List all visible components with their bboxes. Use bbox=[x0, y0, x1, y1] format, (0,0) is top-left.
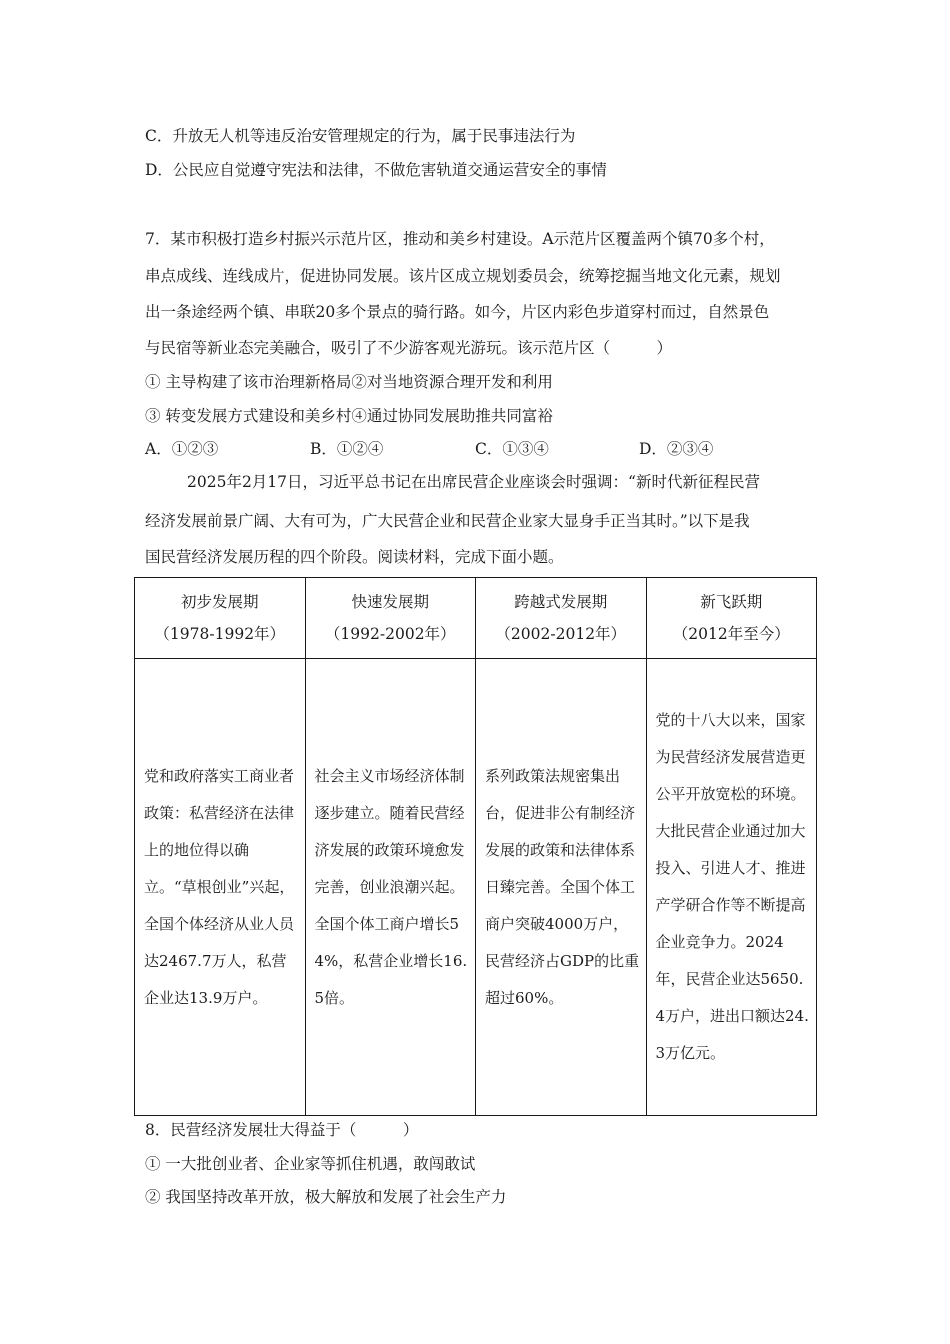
q7-stem-line-2: 串点成线、连线成片，促进协同发展。该片区成立规划委员会，统筹挖掘当地文化元素，规划 bbox=[145, 267, 781, 285]
stage-1-period: （1978-1992年） bbox=[154, 625, 286, 643]
stage-3-name: 跨越式发展期 bbox=[514, 593, 608, 611]
q7-statement-1: ① 主导构建了该市治理新格局②对当地资源合理开发和利用 bbox=[145, 373, 553, 391]
stage-1-description: 党和政府落实工商业者政策：私营经济在法律上的地位得以确立。“草根创业”兴起，全国个体经济从业人员达2467.7万人，私营企业达13.9万户。 bbox=[144, 766, 295, 1007]
stage-1-name: 初步发展期 bbox=[180, 593, 259, 611]
q7-choice-d[interactable]: D．②③④ bbox=[639, 440, 714, 458]
material-line-3: 国民营经济发展历程的四个阶段。阅读材料，完成下面小题。 bbox=[145, 548, 564, 566]
q8-statement-2: ② 我国坚持改革开放，极大解放和发展了社会生产力 bbox=[145, 1188, 507, 1206]
stage-2-period: （1992-2002年） bbox=[324, 625, 456, 643]
table-cell bbox=[305, 659, 476, 1116]
header-cell-stage-1 bbox=[135, 578, 306, 659]
material-line-2: 经济发展前景广阔、大有可为，广大民营企业和民营企业家大显身手正当其时。”以下是我 bbox=[145, 512, 750, 530]
table-body-row bbox=[135, 659, 817, 1116]
development-stages-table bbox=[134, 577, 817, 1116]
header-cell-stage-3 bbox=[476, 578, 647, 659]
option-c: C．升放无人机等违反治安管理规定的行为，属于民事违法行为 bbox=[145, 127, 576, 145]
q7-choice-b[interactable]: B．①②④ bbox=[310, 440, 384, 458]
table-cell bbox=[135, 659, 306, 1116]
q7-stem-line-4: 与民宿等新业态完美融合，吸引了不少游客观光游玩。该示范片区（ ） bbox=[145, 339, 673, 357]
stage-3-period: （2002-2012年） bbox=[495, 625, 627, 643]
q7-choice-c[interactable]: C．①③④ bbox=[475, 440, 549, 458]
material-line-1: 2025年2月17日，习近平总书记在出席民营企业座谈会时强调：“新时代新征程民营 bbox=[187, 473, 760, 491]
stage-2-description: 社会主义市场经济体制逐步建立。随着民营经济发展的政策环境愈发完善，创业浪潮兴起。全国个体工商户增长54%，私营企业增长16.5倍。 bbox=[314, 766, 468, 1007]
table-header-row bbox=[135, 578, 817, 659]
header-cell-stage-4 bbox=[646, 578, 817, 659]
stage-3-description: 系列政策法规密集出台，促进非公有制经济发展的政策和法律体系日臻完善。全国个体工商户突破4000万户，民营经济占GDP的比重超过60%。 bbox=[485, 766, 640, 1007]
stage-2-name: 快速发展期 bbox=[351, 593, 429, 611]
q7-stem-line-3: 出一条途经两个镇、串联20多个景点的骑行路。如今，片区内彩色步道穿村而过，自然景色 bbox=[145, 303, 770, 321]
q8-question: 8．民营经济发展壮大得益于（ ） bbox=[145, 1121, 419, 1139]
q7-choices bbox=[145, 438, 825, 460]
q7-stem-line-1: 7．某市积极打造乡村振兴示范片区，推动和美乡村建设。A示范片区覆盖两个镇70多个村， bbox=[145, 230, 775, 248]
q7-statement-2: ③ 转变发展方式建设和美乡村④通过协同发展助推共同富裕 bbox=[145, 407, 553, 425]
q8-statement-1: ① 一大批创业者、企业家等抓住机遇，敢闯敢试 bbox=[145, 1155, 476, 1173]
table-cell bbox=[646, 659, 817, 1116]
stage-4-name: 新飞跃期 bbox=[700, 593, 763, 611]
q7-choice-a[interactable]: A．①②③ bbox=[145, 440, 219, 458]
stage-4-description: 党的十八大以来，国家为民营经济发展营造更公平开放宽松的环境。大批民营企业通过加大投入、引进人才、推进产学研合作等不断提高企业竞争力。2024年，民营企业达5650.4万户，进出口额达24.3万亿元。 bbox=[655, 711, 809, 1062]
option-d: D．公民应自觉遵守宪法和法律，不做危害轨道交通运营安全的事情 bbox=[145, 161, 607, 179]
table-cell bbox=[476, 659, 647, 1116]
stage-4-period: （2012年至今） bbox=[672, 625, 790, 643]
header-cell-stage-2 bbox=[305, 578, 476, 659]
